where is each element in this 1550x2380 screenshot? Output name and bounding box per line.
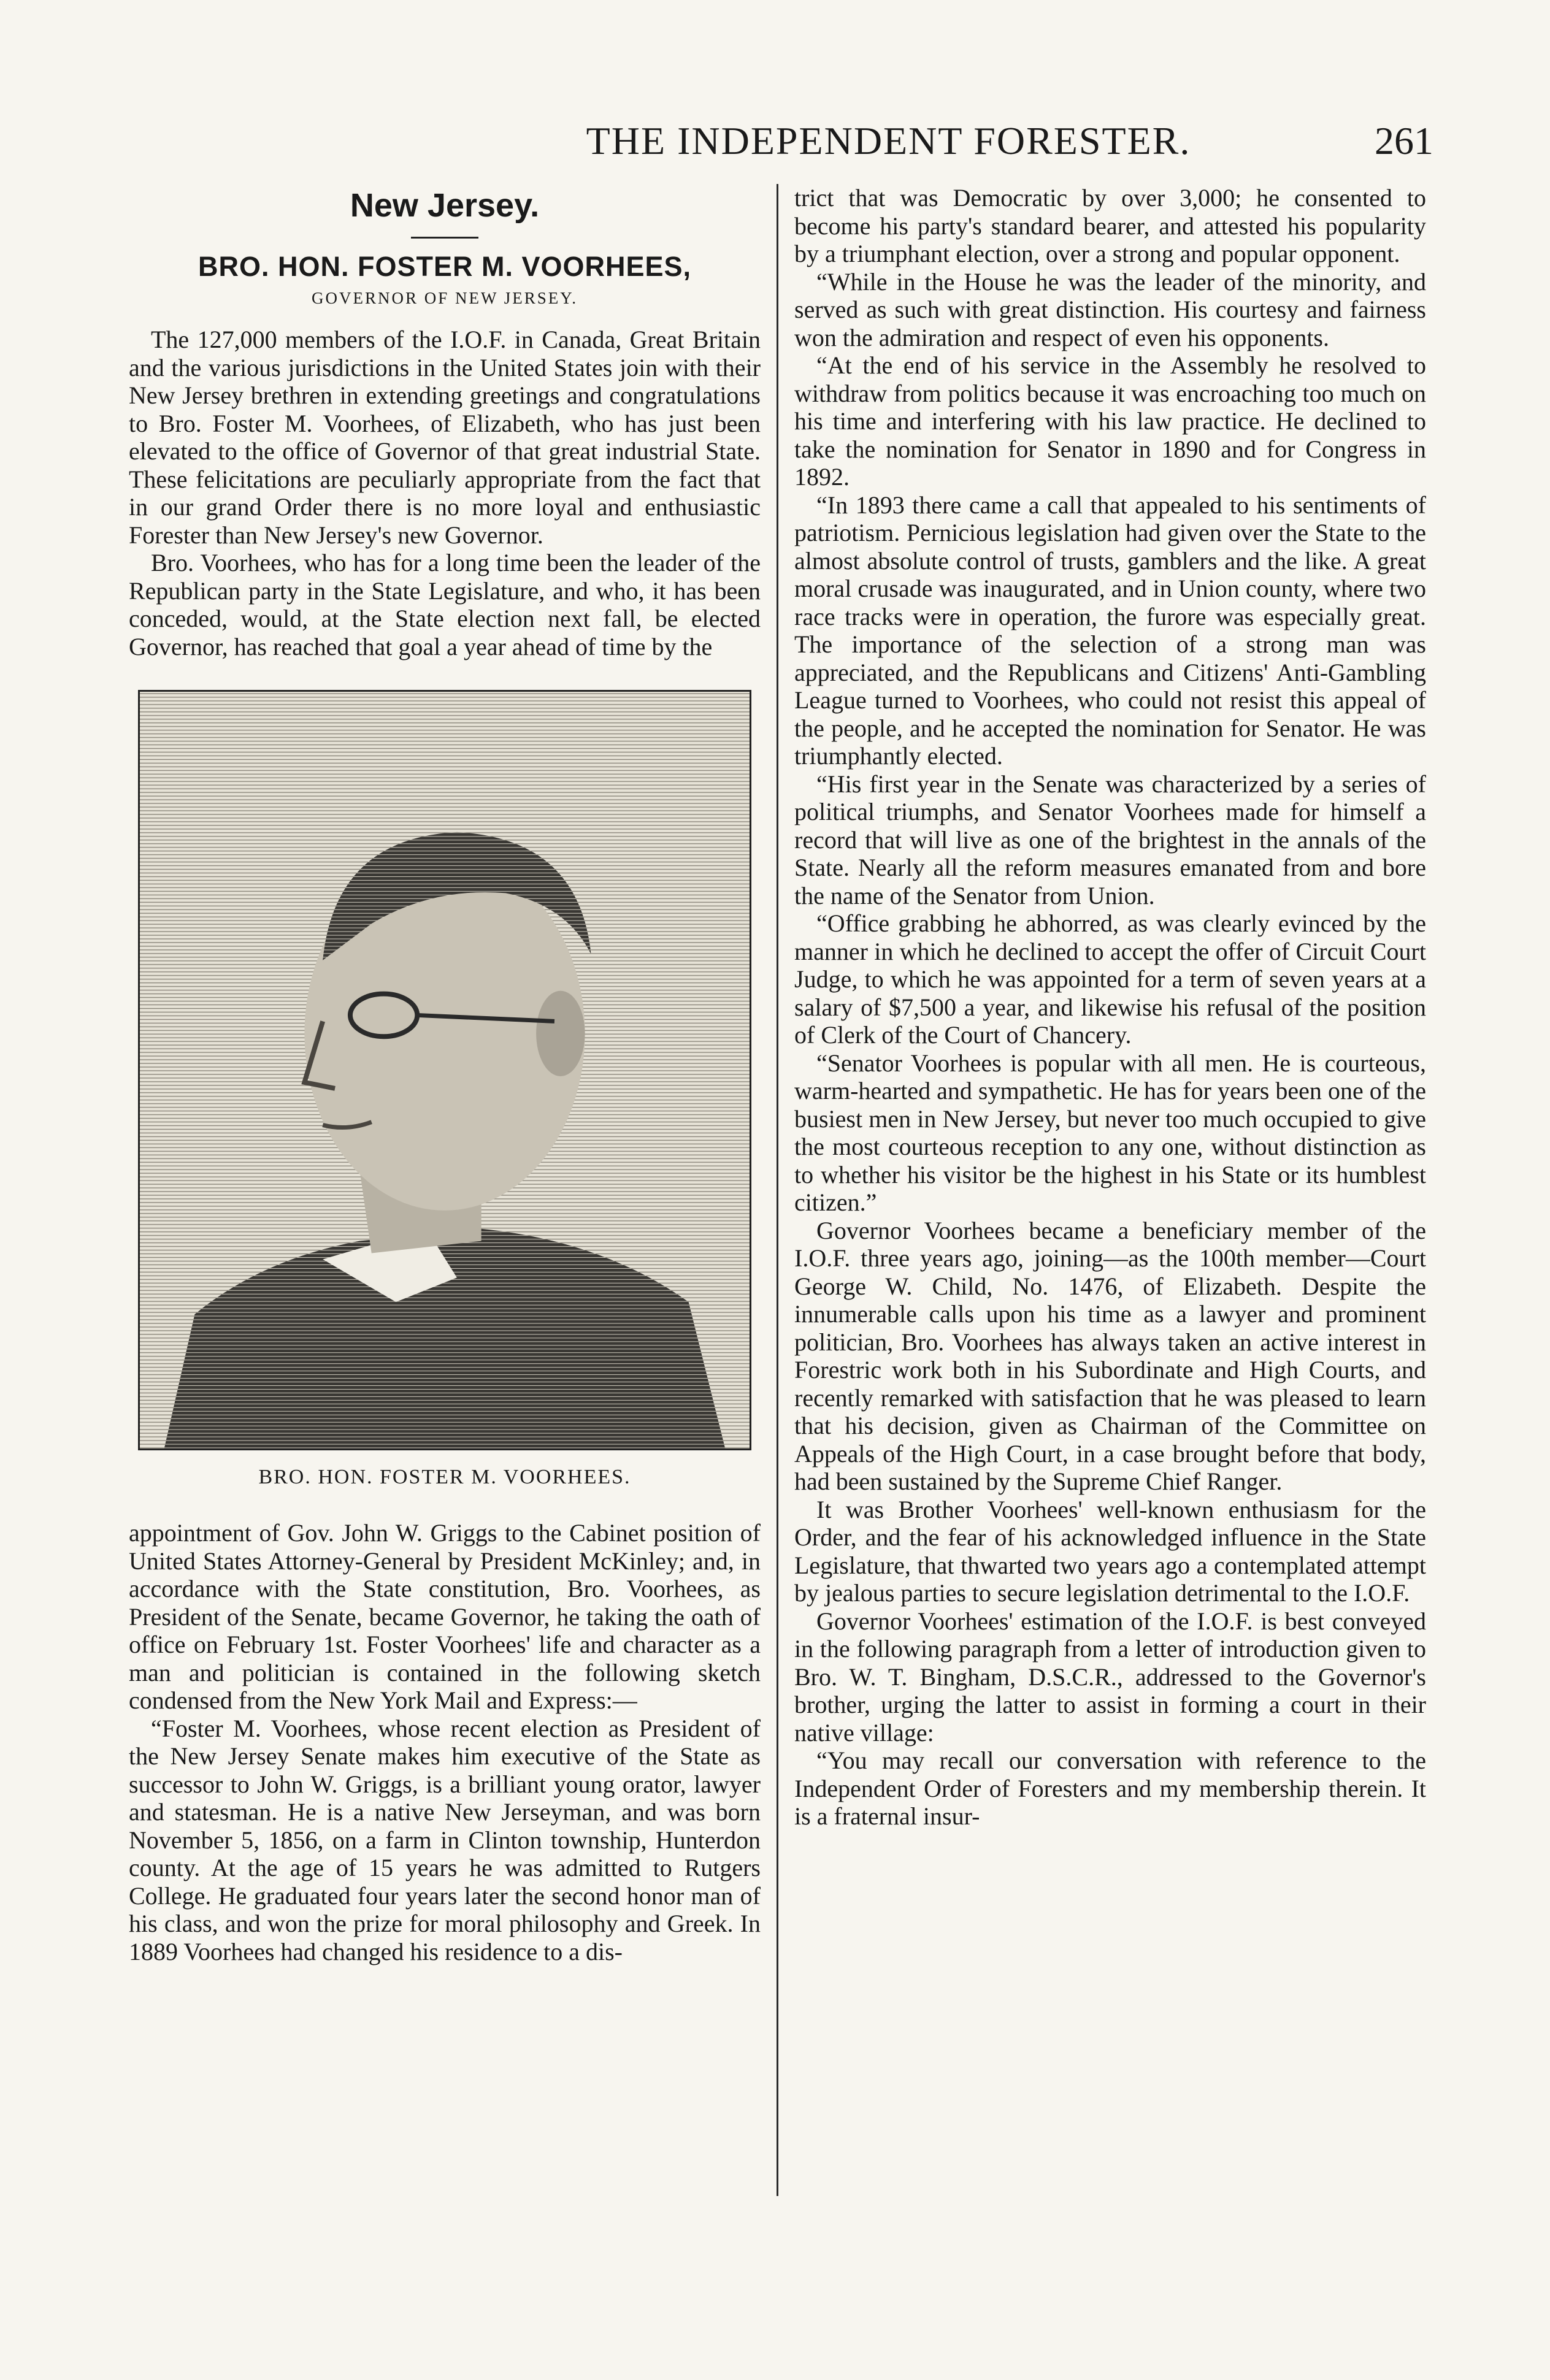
- left-paragraph: The 127,000 members of the I.O.F. in Canada, Great Britain and the various jurisdictions in the United States join with their New Jersey brethren in extending greetings and congratulations to Bro. Foster M. Voorhees, of Elizabeth, who has just been elevated to the office of Governor of that great industrial State. These felicitations are peculiarly appropriate from the fact that in our grand Order there is no more loyal and enthusiastic Forester than New Jersey's new Governor.: [129, 326, 761, 549]
- subject-title: GOVERNOR OF NEW JERSEY.: [311, 289, 578, 307]
- right-paragraph: “At the end of his service in the Assembly he resolved to withdraw from politics because it was encroaching too much on his time and interfering with his law practice. He declined to take the nomination for Senator in 1890 and for Congress in 1892.: [794, 351, 1426, 491]
- left-paragraph: appointment of Gov. John W. Griggs to the Cabinet position of United States Attorney-General by President McKinley; and, in accordance with the State constitution, Bro. Voorhees, as President of the Senate, became Governor, he taking the oath of office on February 1st. Foster Voorhees' life and character as a man and politician is contained in the following sketch condensed from the New York Mail and Express:—: [129, 1519, 761, 1714]
- portrait-caption: BRO. HON. FOSTER M. VOORHEES.: [258, 1466, 631, 1488]
- portrait-icon: [140, 692, 750, 1448]
- right-paragraph: Governor Voorhees became a beneficiary member of the I.O.F. three years ago, joining—as the 100th member—Court George W. Child, No. 1476, of Elizabeth. Despite the innumerable calls upon his time as a lawyer and prominent politician, Bro. Voorhees has always taken an active interest in Forestric work both in his Subordinate and High Courts, and recently remarked with satisfaction that he was pleased to learn that his decision, given as Chairman of the Committee on Appeals of the High Court, in a case brought before that body, had been sustained by the Supreme Chief Ranger.: [794, 1216, 1426, 1495]
- right-paragraph: “Senator Voorhees is popular with all men. He is courteous, warm-hearted and sympathetic. He has for years been one of the busiest men in New Jersey, but never too much occupied to give the most courteous reception to any one, without distinction as to whether his visitor be the highest in his State or its humblest citizen.”: [794, 1049, 1426, 1216]
- heading-rule: [411, 237, 478, 239]
- subject-name: BRO. HON. FOSTER M. VOORHEES,: [198, 251, 692, 282]
- journal-title: THE INDEPENDENT FORESTER.: [586, 119, 1191, 163]
- right-paragraph: It was Brother Voorhees' well-known enthusiasm for the Order, and the fear of his acknowledged influence in the State Legislature, that thwarted two years ago a contemplated attempt by jealous parties to secure legislation detrimental to the I.O.F.: [794, 1495, 1426, 1607]
- right-paragraph: “His first year in the Senate was characterized by a series of political triumphs, and Senator Voorhees made for himself a record that will live as one of the brightest in the annals of the State. Nearly all the reform measures emanated from and bore the name of the Senator from Union.: [794, 770, 1426, 909]
- left-column: [129, 184, 761, 2196]
- right-column: [794, 184, 1426, 2196]
- right-paragraph: “You may recall our conversation with reference to the Independent Order of Foresters and my membership therein. It is a fraternal insur-: [794, 1747, 1426, 1830]
- running-head: [343, 117, 1433, 166]
- section-heading: New Jersey.: [350, 187, 540, 224]
- right-paragraph: “While in the House he was the leader of the minority, and served as such with great distinction. His courtesy and fairness won the admiration and respect of even his opponents.: [794, 267, 1426, 351]
- left-paragraph: “Foster M. Voorhees, whose recent election as President of the New Jersey Senate makes him executive of the State as successor to John W. Griggs, is a brilliant young orator, lawyer and statesman. He is a native New Jerseyman, and was born November 5, 1856, on a farm in Clinton township, Hunterdon county. At the age of 15 years he was admitted to Rutgers College. He graduated four years later the second honor man of his class, and won the prize for moral philosophy and Greek. In 1889 Voorhees had changed his residence to a dis-: [129, 1714, 761, 1965]
- column-divider: [777, 184, 778, 2196]
- portrait-engraving: [138, 690, 751, 1450]
- right-paragraph: “Office grabbing he abhorred, as was clearly evinced by the manner in which he declined to accept the offer of Circuit Court Judge, to which he was appointed for a term of seven years at a salary of $7,500 a year, and likewise his refusal of the position of Clerk of the Court of Chancery.: [794, 909, 1426, 1049]
- left-paragraph: Bro. Voorhees, who has for a long time been the leader of the Republican party in the State Legislature, and who, it has been conceded, would, at the State election next fall, be elected Governor, has reached that goal a year ahead of time by the: [129, 549, 761, 660]
- right-paragraph: trict that was Democratic by over 3,000; he consented to become his party's standard bearer, and attested his popularity by a triumphant election, over a strong and popular opponent.: [794, 184, 1426, 267]
- right-paragraph: “In 1893 there came a call that appealed to his sentiments of patriotism. Pernicious legislation had given over the State to the almost absolute control of trusts, gamblers and the like. A great moral crusade was inaugurated, and in Union county, where two race tracks were in operation, the furore was especially great. The importance of the selection of a strong man was appreciated, and the Republicans and Citizens' Anti-Gambling League turned to Voorhees, who could not resist this appeal of the people, and he accepted the nomination for Senator. He was triumphantly elected.: [794, 491, 1426, 770]
- page-number: 261: [1375, 119, 1433, 163]
- right-paragraph: Governor Voorhees' estimation of the I.O.F. is best conveyed in the following paragraph from a letter of introduction given to Bro. W. T. Bingham, D.S.C.R., addressed to the Governor's brother, urging the latter to assist in forming a court in their native village:: [794, 1607, 1426, 1747]
